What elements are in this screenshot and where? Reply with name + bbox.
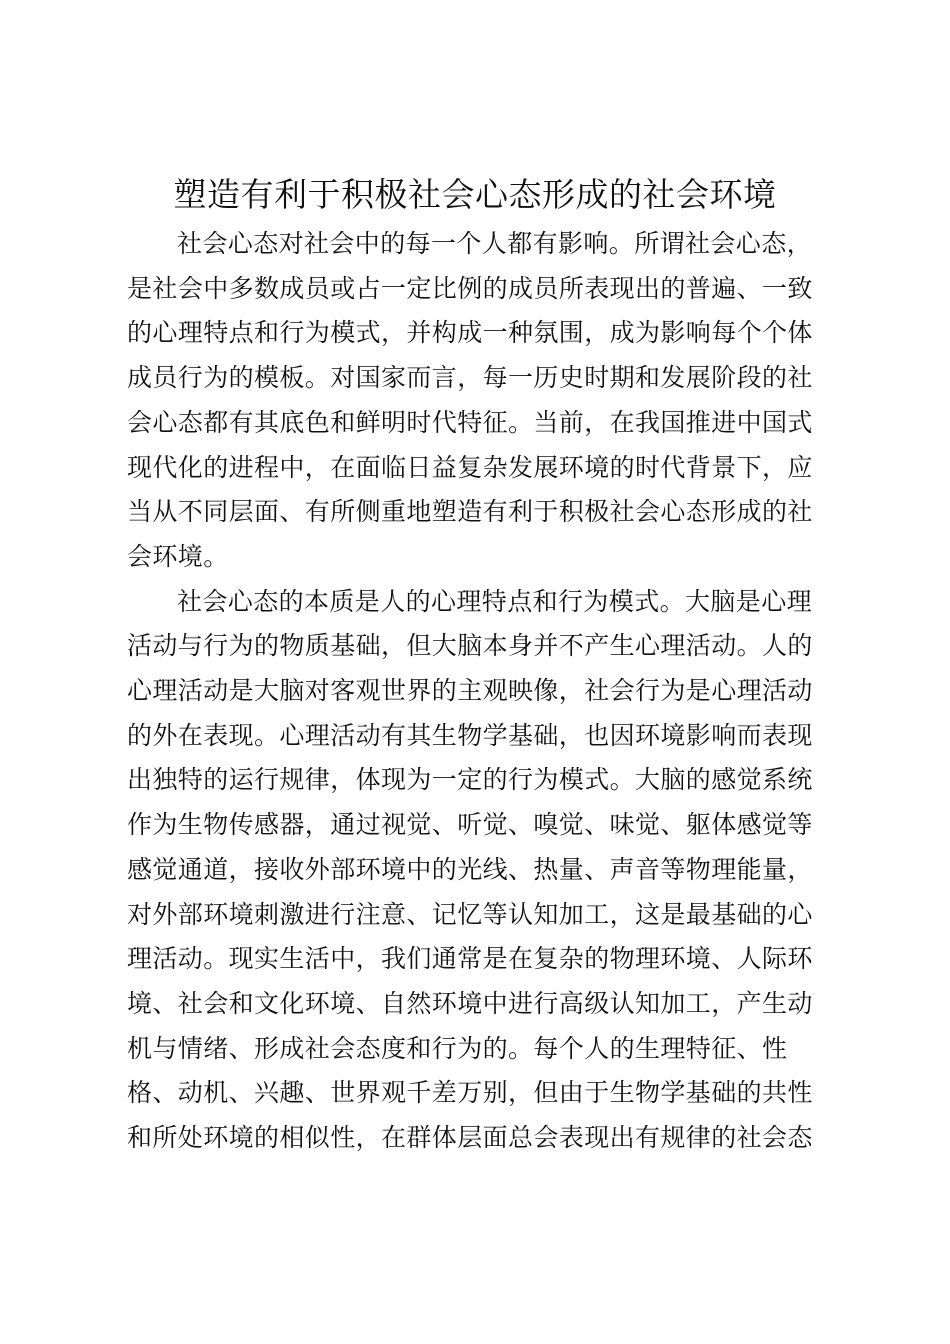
text-line: 是社会中多数成员或占一定比例的成员所表现出的普遍、一致: [127, 273, 813, 303]
text-line: 的心理特点和行为模式，并构成一种氛围，成为影响每个个体: [127, 318, 813, 348]
text-line: 理活动。现实生活中，我们通常是在复杂的物理环境、人际环: [127, 944, 813, 974]
text-line: 会环境。: [127, 541, 229, 571]
text-line: 会心态都有其底色和鲜明时代特征。当前，在我国推进中国式: [127, 407, 813, 437]
text-line: 格、动机、兴趣、世界观千差万别，但由于生物学基础的共性: [127, 1078, 813, 1108]
text-line: 机与情绪、形成社会态度和行为的。每个人的生理特征、性: [127, 1033, 788, 1063]
text-line: 感觉通道，接收外部环境中的光线、热量、声音等物理能量，: [127, 854, 813, 884]
paragraph-1: [127, 222, 827, 580]
text-line: 的外在表现。心理活动有其生物学基础，也因环境影响而表现: [127, 720, 813, 750]
text-line: 社会心态的本质是人的心理特点和行为模式。大脑是心理: [177, 586, 813, 616]
text-line: 成员行为的模板。对国家而言，每一历史时期和发展阶段的社: [127, 363, 813, 393]
text-line: 对外部环境刺激进行注意、记忆等认知加工，这是最基础的心: [127, 899, 813, 929]
paragraph-2: [127, 580, 827, 1161]
text-line: 心理活动是大脑对客观世界的主观映像，社会行为是心理活动: [127, 676, 813, 706]
document-title: 塑造有利于积极社会心态形成的社会环境: [173, 175, 777, 214]
document-body: [127, 222, 827, 1161]
text-line: 社会心态对社会中的每一个人都有影响。所谓社会心态，: [177, 229, 813, 258]
text-line: 和所处环境的相似性，在群体层面总会表现出有规律的社会态: [127, 1123, 813, 1153]
text-line: 作为生物传感器，通过视觉、听觉、嗅觉、味觉、躯体感觉等: [127, 810, 813, 840]
text-line: 出独特的运行规律，体现为一定的行为模式。大脑的感觉系统: [127, 765, 813, 795]
text-line: 现代化的进程中，在面临日益复杂发展环境的时代背景下，应: [127, 452, 813, 482]
text-line: 境、社会和文化环境、自然环境中进行高级认知加工，产生动: [127, 988, 813, 1018]
text-line: 活动与行为的物质基础，但大脑本身并不产生心理活动。人的: [127, 631, 813, 661]
text-line: 当从不同层面、有所侧重地塑造有利于积极社会心态形成的社: [127, 497, 813, 527]
